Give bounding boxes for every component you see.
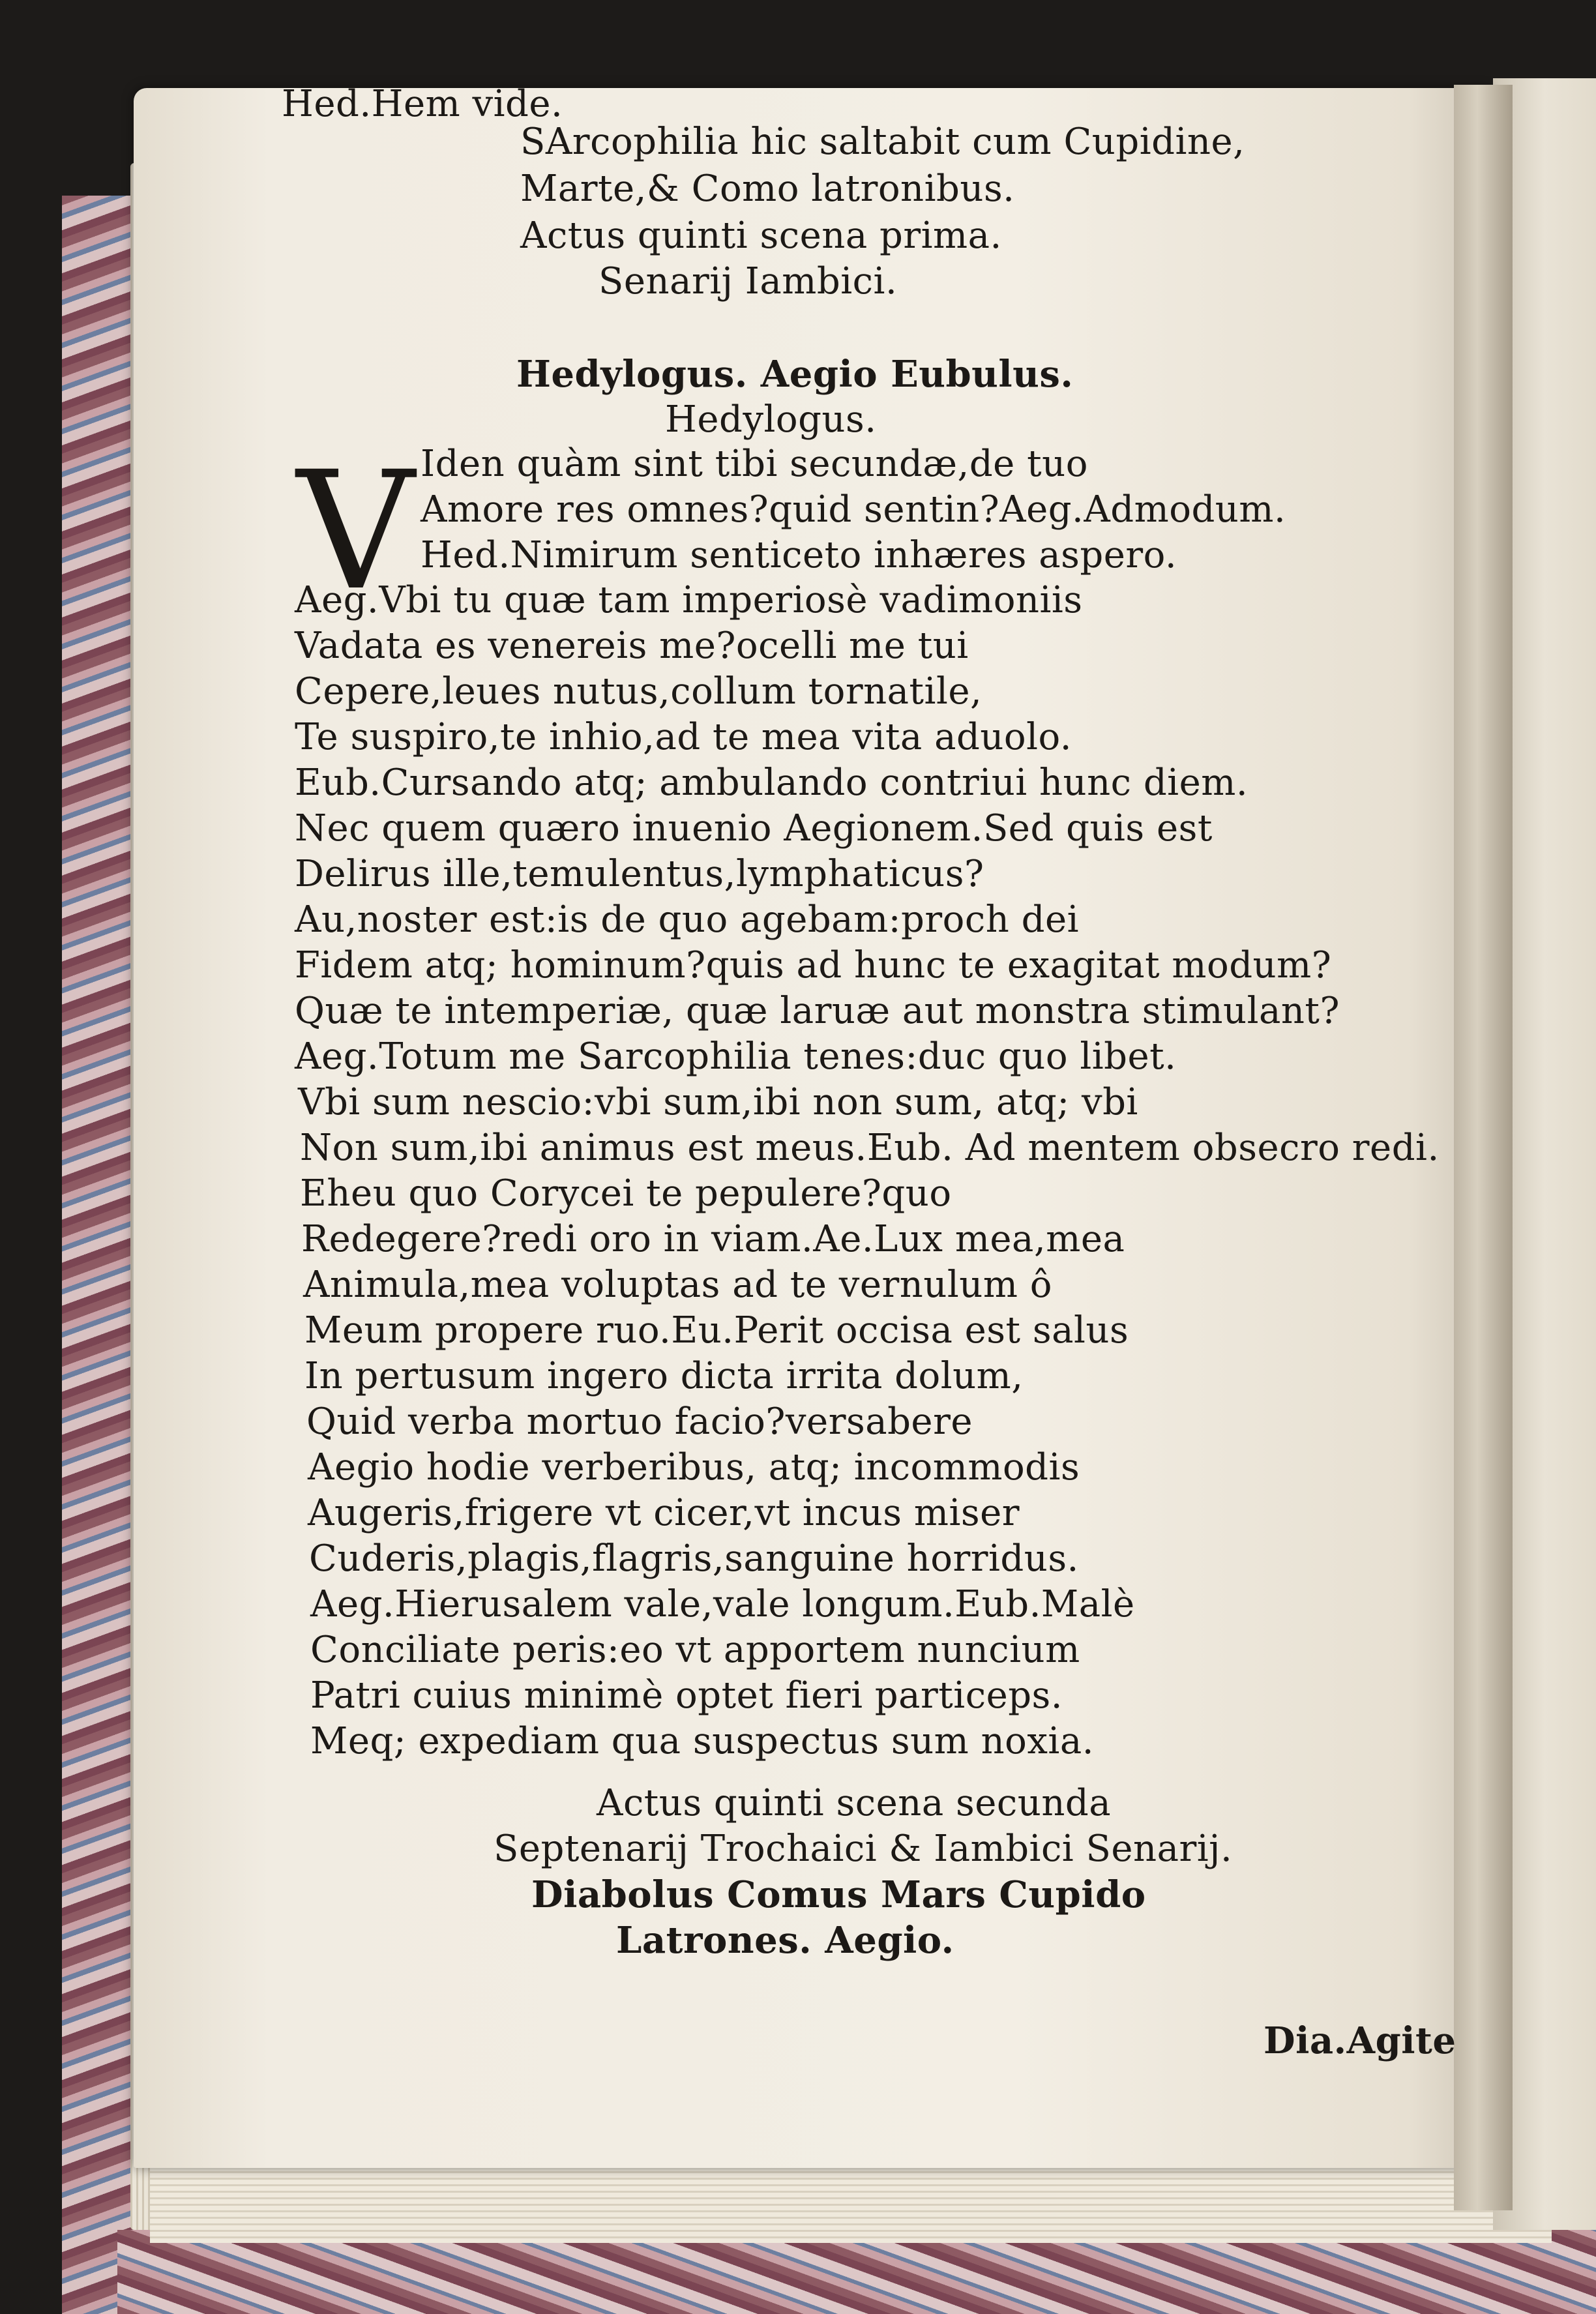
meter-label: Senarij Iambici. <box>598 260 898 303</box>
verse-line: Cuderis,plagis,flagris,sanguine horridus. <box>309 1537 1079 1580</box>
verse-line: Augeris,frigere vt cicer,vt incus miser <box>308 1492 1020 1534</box>
verse-line: Cepere,leues nutus,collum tornatile, <box>295 670 983 713</box>
verse-line: Vbi sum nescio:vbi sum,ibi non sum, atq; vbi <box>298 1081 1138 1123</box>
meter-label: Septenarij Trochaici & Iambici Senarij. <box>494 1828 1233 1870</box>
top-line: SArcophilia hic saltabit cum Cupidine, <box>520 121 1245 163</box>
verse-line: Iden quàm sint tibi secundæ,de tuo <box>421 443 1088 485</box>
verse-line: Meq; expediam qua suspectus sum noxia. <box>310 1720 1095 1762</box>
page-header: Hed.Hem vide. <box>282 83 563 125</box>
verse-line: Aeg.Totum me Sarcophilia tenes:duc quo libet. <box>295 1035 1177 1078</box>
top-line: Marte,& Como latronibus. <box>520 168 1015 210</box>
verse-line: Eub.Cursando atq; ambulando contriui hunc diem. <box>295 762 1249 804</box>
verse-line: Animula,mea voluptas ad te vernulum ô <box>303 1264 1052 1306</box>
verse-line: Vadata es venereis me?ocelli me tui <box>295 625 969 667</box>
verse-line: Au,noster est:is de quo agebam:proch dei <box>295 898 1079 941</box>
verse-line: In pertusum ingero dicta irrita dolum, <box>304 1355 1024 1397</box>
verse-line: Patri cuius minimè optet fieri particeps. <box>310 1674 1063 1717</box>
verse-line: Redegere?redi oro in viam.Ae.Lux mea,mea <box>301 1218 1125 1260</box>
verse-line: Amore res omnes?quid sentin?Aeg.Admodum. <box>421 488 1286 531</box>
verse-line: Meum propere ruo.Eu.Perit occisa est salus <box>304 1309 1129 1352</box>
scene-heading: Actus quinti scena secunda <box>597 1782 1112 1824</box>
verse-line: Delirus ille,temulentus,lymphaticus? <box>295 853 984 895</box>
cast-list: Latrones. Aegio. <box>616 1919 954 1962</box>
verse-line: Aegio hodie verberibus, atq; incommodis <box>308 1446 1080 1489</box>
scene-heading: Actus quinti scena prima. <box>520 215 1002 257</box>
verse-line: Aeg.Vbi tu quæ tam imperiosè vadimoniis <box>295 579 1083 621</box>
verse-line: Nec quem quæro inuenio Aegionem.Sed quis est <box>295 807 1213 850</box>
cast-list: Diabolus Comus Mars Cupido <box>531 1873 1146 1916</box>
cast-list: Hedylogus. Aegio Eubulus. <box>516 353 1074 396</box>
catchword: Dia.Agite <box>1264 2019 1456 2062</box>
verse-line: Aeg.Hierusalem vale,vale longum.Eub.Malè <box>310 1583 1135 1625</box>
book-gutter <box>1454 85 1513 2210</box>
verse-line: Te suspiro,te inhio,ad te mea vita aduolo. <box>295 716 1072 758</box>
verse-line: Fidem atq; hominum?quis ad hunc te exagitat modum? <box>295 944 1332 986</box>
verse-line: Non sum,ibi animus est meus.Eub. Ad mentem obsecro redi. <box>300 1127 1440 1169</box>
verse-line: Hed.Nimirum senticeto inhæres aspero. <box>421 534 1177 576</box>
verse-line: Quæ te intemperiæ, quæ laruæ aut monstra stimulant? <box>295 990 1340 1032</box>
drop-capital: V <box>297 436 415 626</box>
verse-line: Quid verba mortuo facio?versabere <box>306 1401 973 1443</box>
verse-line: Conciliate peris:eo vt apportem nuncium <box>310 1629 1080 1671</box>
verse-line: Eheu quo Corycei te pepulere?quo <box>300 1172 952 1215</box>
speaker-name: Hedylogus. <box>665 398 877 441</box>
